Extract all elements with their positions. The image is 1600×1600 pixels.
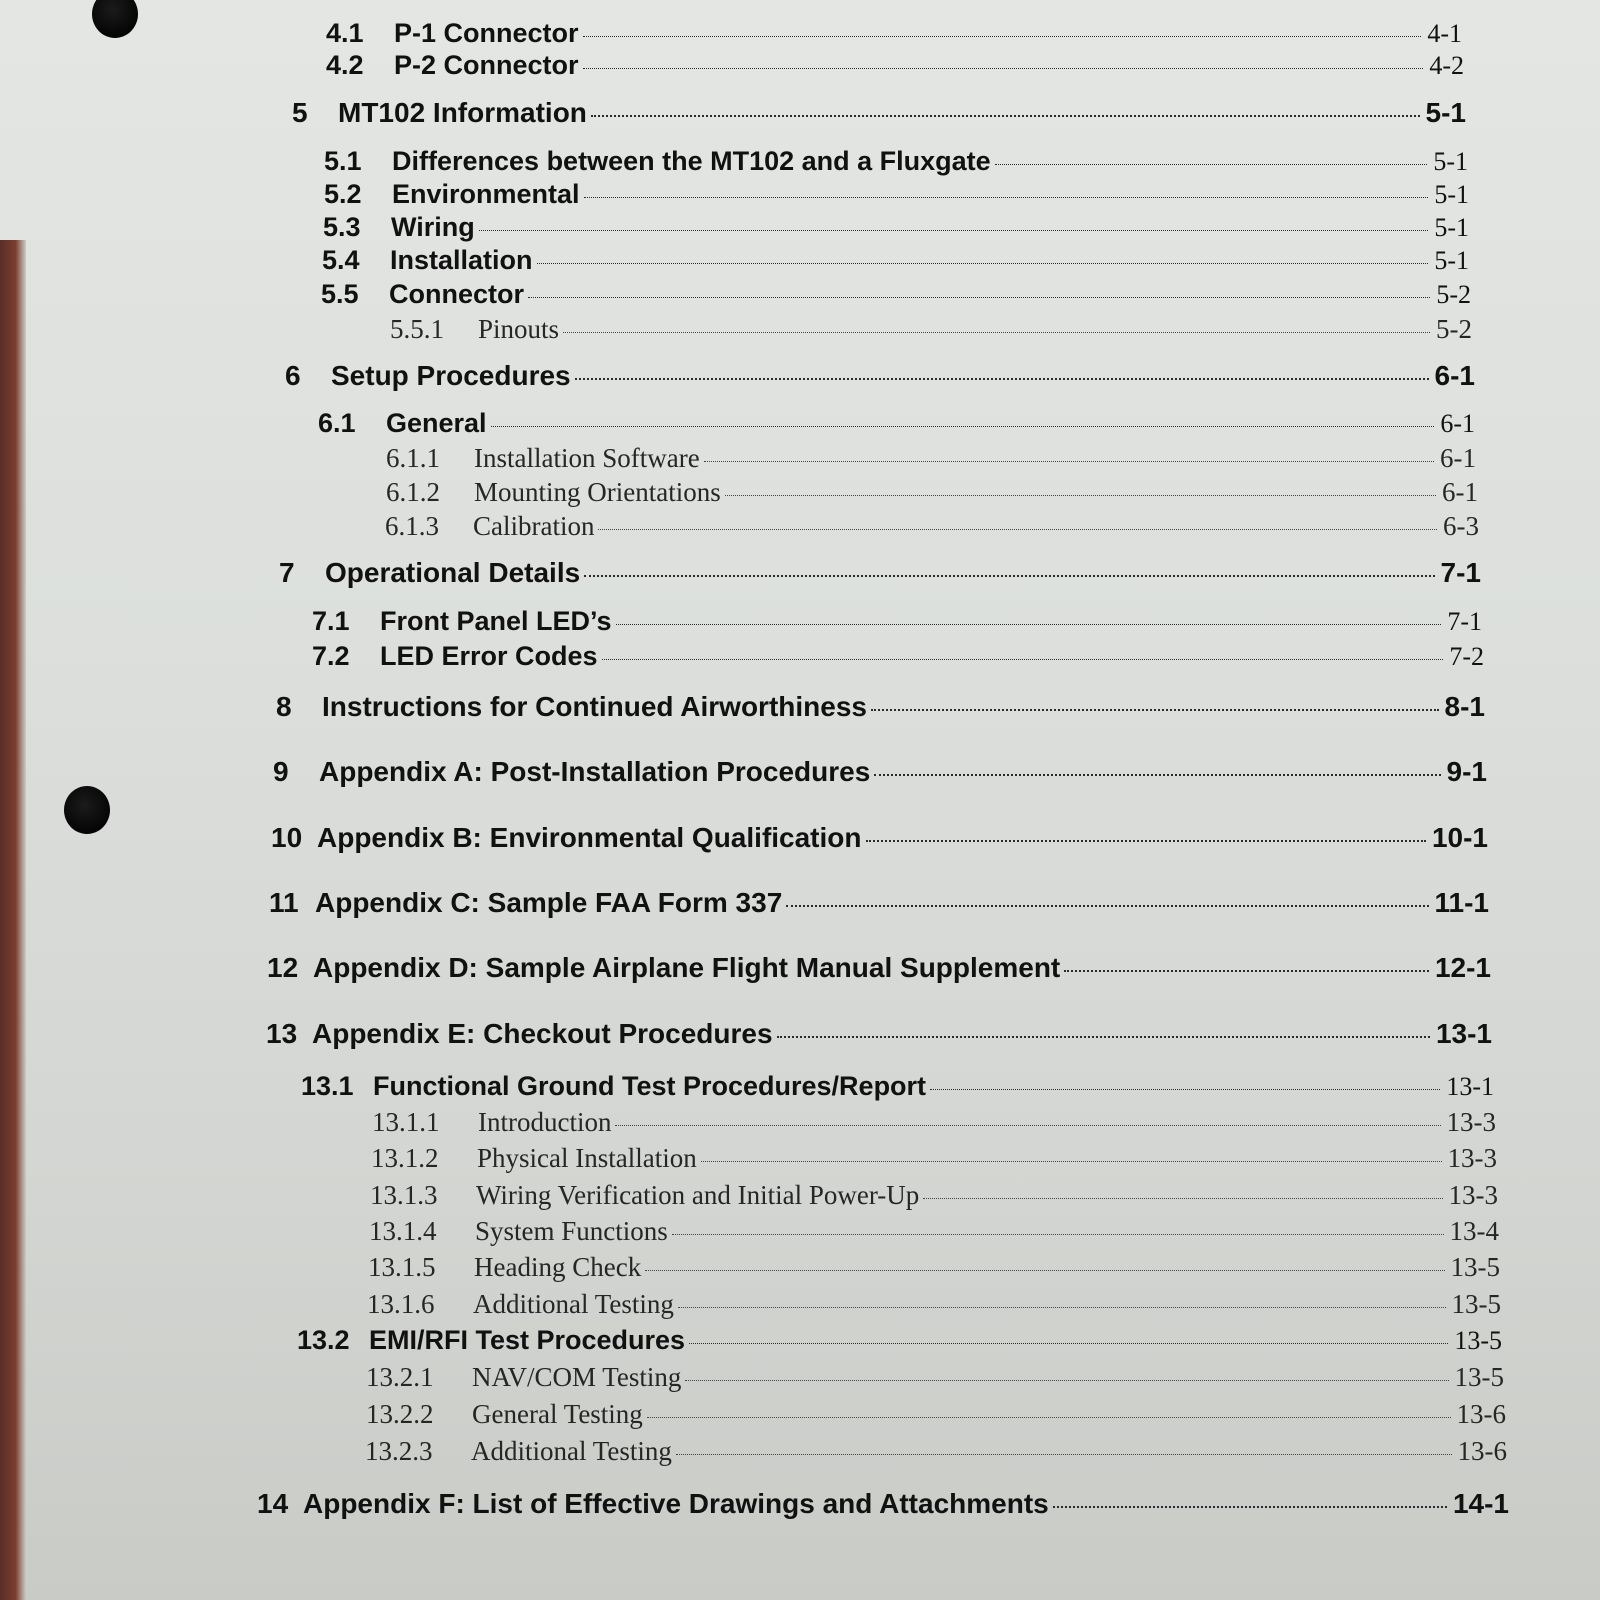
toc-entry-page: 5-2 [1436, 314, 1472, 344]
toc-entry-title: General Testing [472, 1399, 643, 1429]
toc-entry[interactable] [385, 511, 1479, 542]
leader-dots [866, 840, 1426, 842]
leader-dots [725, 495, 1436, 496]
leader-dots [1053, 1506, 1447, 1508]
toc-entry-title: Wiring [391, 212, 475, 242]
toc-entry-number: 13.2.3 [365, 1436, 433, 1466]
toc-entry-page: 7-2 [1449, 642, 1484, 671]
leader-dots [584, 575, 1434, 577]
toc-entry[interactable] [371, 1143, 1497, 1174]
toc-entry[interactable] [386, 443, 1476, 474]
toc-entry-page: 5-1 [1434, 213, 1469, 242]
toc-entry-page: 5-1 [1433, 147, 1468, 176]
toc-entry-page: 6-1 [1440, 409, 1475, 438]
leader-dots [1064, 970, 1429, 972]
toc-entry[interactable] [271, 822, 1488, 854]
leader-dots [616, 624, 1442, 625]
toc-entry[interactable] [326, 50, 1464, 81]
toc-entry-number: 13.1.5 [368, 1252, 436, 1282]
toc-entry[interactable] [370, 1180, 1498, 1211]
toc-entry-page: 13-5 [1454, 1326, 1502, 1355]
toc-entry-title: Physical Installation [477, 1143, 697, 1173]
toc-entry[interactable] [267, 952, 1491, 984]
toc-entry[interactable] [365, 1436, 1507, 1467]
toc-entry-page: 6-1 [1434, 360, 1475, 391]
toc-entry-title: Wiring Verification and Initial Power-Up [476, 1180, 920, 1210]
toc-entry-number: 4.2 [326, 50, 364, 80]
toc-entry[interactable] [323, 212, 1469, 243]
toc-entry-page: 7-1 [1447, 607, 1482, 636]
toc-entry[interactable] [279, 557, 1481, 589]
leader-dots [995, 164, 1428, 165]
leader-dots [701, 1161, 1442, 1162]
toc-entry-title: Front Panel LED’s [380, 606, 612, 636]
toc-entry-page: 6-1 [1440, 443, 1476, 473]
toc-entry[interactable] [297, 1325, 1502, 1356]
leader-dots [563, 332, 1430, 333]
leader-dots [672, 1234, 1444, 1235]
toc-entry-page: 4-2 [1429, 51, 1464, 80]
toc-entry-number: 6.1.1 [386, 443, 440, 473]
toc-entry-page: 4-1 [1427, 19, 1462, 48]
toc-entry-title: LED Error Codes [380, 641, 598, 671]
leader-dots [678, 1307, 1446, 1308]
leader-dots [583, 36, 1422, 37]
toc-entry-number: 13.1 [301, 1071, 354, 1101]
toc-entry[interactable] [368, 1252, 1500, 1283]
toc-entry-page: 13-3 [1447, 1143, 1497, 1173]
toc-entry-page: 13-6 [1456, 1399, 1506, 1429]
toc-entry[interactable] [269, 887, 1489, 919]
toc-entry-page: 11-1 [1434, 887, 1489, 918]
toc-entry-number: 13.1.6 [367, 1289, 435, 1319]
toc-entry-number: 4.1 [326, 18, 364, 48]
toc-entry-title: Calibration [473, 511, 595, 541]
toc-entry-number: 5.4 [322, 245, 360, 275]
toc-entry-page: 13-1 [1446, 1072, 1494, 1101]
toc-entry-page: 12-1 [1434, 952, 1491, 983]
toc-entry-number: 14 [257, 1488, 289, 1519]
toc-entry[interactable] [372, 1107, 1496, 1138]
toc-entry-number: 5.5.1 [390, 314, 444, 344]
toc-entry-title: Environmental [392, 179, 580, 209]
toc-entry-number: 13.2 [297, 1325, 350, 1355]
leader-dots [923, 1198, 1442, 1199]
toc-entry-number: 6.1.3 [385, 511, 439, 541]
toc-entry-page: 5-1 [1434, 180, 1469, 209]
toc-entry-title: EMI/RFI Test Procedures [369, 1325, 686, 1355]
toc-entry-page: 13-5 [1451, 1289, 1501, 1319]
toc-entry[interactable] [390, 314, 1472, 345]
toc-entry-title: Pinouts [478, 314, 560, 344]
toc-entry-number: 13 [266, 1018, 298, 1049]
toc-entry[interactable] [366, 1399, 1506, 1430]
toc-entry[interactable] [326, 18, 1462, 49]
toc-entry[interactable] [386, 477, 1478, 508]
toc-entry-page: 9-1 [1446, 756, 1487, 787]
toc-entry[interactable] [276, 691, 1485, 723]
toc-entry-title: Appendix C: Sample FAA Form 337 [315, 887, 783, 918]
toc-entry-number: 6.1 [318, 408, 356, 438]
toc-entry-page: 14-1 [1452, 1488, 1509, 1519]
toc-entry-title: Installation Software [474, 443, 700, 473]
toc-entry-title: Additional Testing [471, 1436, 672, 1466]
leader-dots [704, 461, 1434, 462]
toc-entry-number: 13.1.1 [372, 1107, 440, 1137]
toc-entry-number: 7.2 [312, 641, 350, 671]
toc-entry-page: 13-5 [1450, 1252, 1500, 1282]
leader-dots [575, 378, 1429, 380]
leader-dots [874, 774, 1440, 776]
leader-dots [602, 659, 1444, 660]
toc-entry-title: Installation [390, 245, 533, 275]
leader-dots [479, 230, 1429, 231]
toc-entry-title: Operational Details [325, 557, 581, 588]
toc-entry-page: 5-2 [1436, 280, 1471, 309]
leader-dots [537, 263, 1429, 264]
leader-dots [647, 1417, 1451, 1418]
toc-entry[interactable] [366, 1362, 1504, 1393]
toc-entry[interactable] [301, 1071, 1494, 1102]
toc-entry-title: Mounting Orientations [474, 477, 721, 507]
toc-entry-title: Connector [389, 279, 524, 309]
toc-entry-number: 5.1 [324, 146, 362, 176]
leader-dots [528, 297, 1430, 298]
toc-entry-title: MT102 Information [338, 97, 587, 128]
toc-entry[interactable] [367, 1289, 1501, 1320]
toc-entry-page: 13-3 [1448, 1180, 1498, 1210]
toc-entry-number: 13.2.1 [366, 1362, 434, 1392]
leader-dots [777, 1036, 1430, 1038]
toc-entry-title: Introduction [478, 1107, 612, 1137]
toc-entry[interactable] [312, 606, 1482, 637]
toc-entry[interactable] [292, 97, 1466, 129]
toc-entry-page: 10-1 [1431, 822, 1488, 853]
toc-entry-page: 13-3 [1446, 1107, 1496, 1137]
toc-entry-number: 13.1.4 [369, 1216, 437, 1246]
toc-entry[interactable] [257, 1488, 1509, 1520]
toc-entry-title: System Functions [475, 1216, 668, 1246]
toc-entry-title: Appendix D: Sample Airplane Flight Manual Supplement [313, 952, 1061, 983]
toc-entry-number: 11 [269, 887, 299, 918]
toc-entry-number: 13.1.3 [370, 1180, 438, 1210]
toc-entry-page: 13-1 [1435, 1018, 1492, 1049]
toc-entry-page: 13-4 [1449, 1216, 1499, 1246]
leader-dots [871, 709, 1439, 711]
leader-dots [685, 1380, 1448, 1381]
toc-entry-number: 7.1 [312, 606, 350, 636]
toc-entry[interactable] [322, 245, 1469, 276]
toc-entry-page: 5-1 [1434, 246, 1469, 275]
toc-entry[interactable] [312, 641, 1484, 672]
toc-entry-title: Appendix F: List of Effective Drawings and Attachments [303, 1488, 1049, 1519]
toc-entry[interactable] [369, 1216, 1499, 1247]
leader-dots [676, 1454, 1452, 1455]
toc-entry-title: Heading Check [474, 1252, 642, 1282]
toc-entry-page: 13-6 [1457, 1436, 1507, 1466]
leader-dots [930, 1089, 1440, 1090]
toc-entry-number: 10 [271, 822, 303, 853]
leader-dots [689, 1343, 1448, 1344]
toc-entry-page: 7-1 [1440, 557, 1481, 588]
toc-entry-number: 7 [279, 557, 295, 588]
toc-entry[interactable] [324, 146, 1468, 177]
toc-entry-page: 6-3 [1443, 511, 1479, 541]
toc-entry[interactable] [324, 179, 1469, 210]
leader-dots [645, 1270, 1444, 1271]
toc-entry-number: 5.2 [324, 179, 362, 209]
toc-entry-title: P-2 Connector [394, 50, 579, 80]
leader-dots [491, 426, 1435, 427]
leader-dots [615, 1125, 1440, 1126]
toc-entry-page: 8-1 [1444, 691, 1485, 722]
toc-entry-title: Additional Testing [473, 1289, 674, 1319]
toc-entry-number: 8 [276, 691, 292, 722]
toc-entry[interactable] [321, 279, 1471, 310]
toc-entry-title: Appendix A: Post-Installation Procedures [319, 756, 871, 787]
toc-entry[interactable] [273, 756, 1487, 788]
toc-entry-page: 5-1 [1425, 97, 1466, 128]
toc-entry-number: 9 [273, 756, 289, 787]
toc-entry[interactable] [318, 408, 1475, 439]
toc-entry-page: 13-5 [1454, 1362, 1504, 1392]
toc-entry-number: 12 [267, 952, 299, 983]
toc-entry-number: 5 [292, 97, 308, 128]
toc-entry[interactable] [266, 1018, 1492, 1050]
leader-dots [598, 529, 1437, 530]
toc-entry-title: Differences between the MT102 and a Fluxgate [392, 146, 991, 176]
leader-dots [591, 115, 1420, 117]
toc-entry-number: 6 [285, 360, 301, 391]
toc-entry-number: 6.1.2 [386, 477, 440, 507]
toc-entry-number: 13.1.2 [371, 1143, 439, 1173]
leader-dots [786, 905, 1428, 907]
toc-entry-title: NAV/COM Testing [472, 1362, 682, 1392]
leader-dots [584, 197, 1429, 198]
toc-entry-title: P-1 Connector [394, 18, 579, 48]
toc-entry-title: Appendix B: Environmental Qualification [317, 822, 862, 853]
toc-entry-title: Instructions for Continued Airworthiness [322, 691, 867, 722]
toc-entry-number: 13.2.2 [366, 1399, 434, 1429]
toc-entry[interactable] [285, 360, 1475, 392]
toc-entry-title: Functional Ground Test Procedures/Report [373, 1071, 927, 1101]
toc-entry-title: General [386, 408, 487, 438]
toc-entry-number: 5.3 [323, 212, 361, 242]
toc-entry-number: 5.5 [321, 279, 359, 309]
leader-dots [583, 68, 1424, 69]
toc-entry-page: 6-1 [1442, 477, 1478, 507]
toc-entry-title: Appendix E: Checkout Procedures [312, 1018, 773, 1049]
toc-entry-title: Setup Procedures [331, 360, 571, 391]
